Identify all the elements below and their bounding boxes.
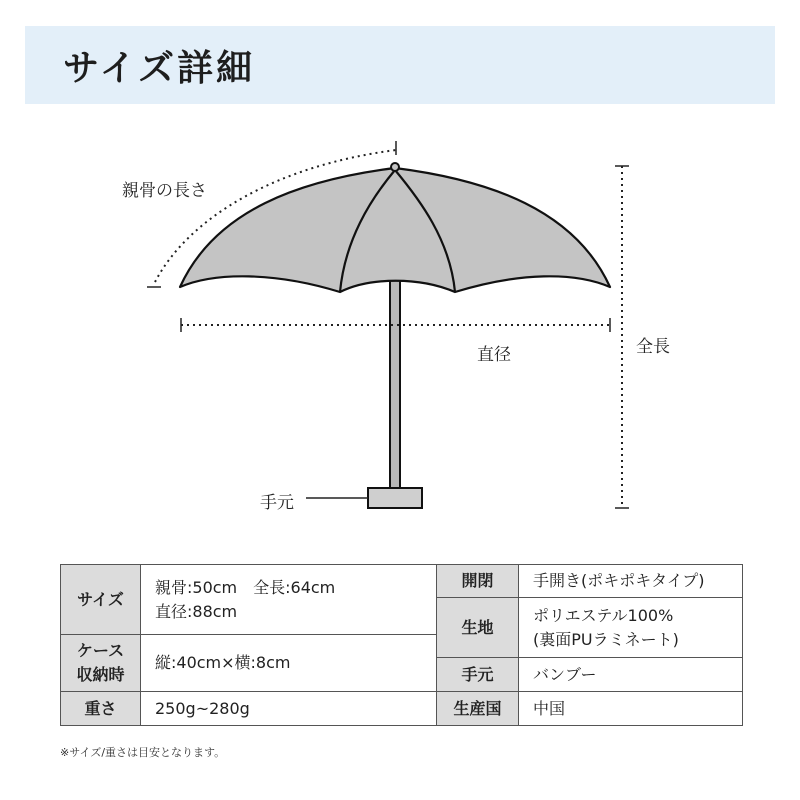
- case-value: 縦:40cm×横:8cm: [141, 635, 437, 692]
- fabric-line: ポリエステル100%: [533, 605, 674, 625]
- rib-length-label: 親骨の長さ: [122, 181, 207, 201]
- size-line: 直径:88cm: [155, 601, 238, 621]
- case-header: [61, 635, 141, 692]
- page-title: サイズ詳細: [63, 48, 256, 89]
- handle-header: 手元: [437, 658, 519, 692]
- total-length-label: 全長: [636, 337, 670, 357]
- open-header: 開閉: [437, 565, 519, 598]
- spec-table: [60, 564, 743, 726]
- umbrella-shaft: [390, 278, 400, 490]
- fabric-header: 生地: [437, 598, 519, 658]
- origin-header: 生産国: [437, 692, 519, 726]
- case-header-line: ケース: [76, 641, 125, 660]
- size-value: [141, 565, 437, 635]
- umbrella-handle: [368, 488, 422, 508]
- table-row: [61, 692, 743, 726]
- size-line: 親骨:50cm 全長:64cm: [155, 577, 336, 597]
- open-value: 手開き(ポキポキタイプ): [519, 565, 743, 598]
- fabric-line: (裏面PUラミネート): [533, 629, 679, 649]
- weight-header: 重さ: [61, 692, 141, 726]
- case-header-line: 収納時: [76, 665, 125, 684]
- handle-value: バンブー: [519, 658, 743, 692]
- handle-label: 手元: [260, 493, 294, 513]
- fabric-value: [519, 598, 743, 658]
- diameter-label: 直径: [477, 345, 511, 365]
- umbrella-canopy: [180, 168, 610, 292]
- origin-value: 中国: [519, 692, 743, 726]
- table-row: [61, 565, 743, 598]
- size-header: サイズ: [61, 565, 141, 635]
- footnote: ※サイズ/重さは目安となります。: [60, 746, 226, 759]
- umbrella-tip: [391, 163, 399, 171]
- weight-value: 250g~280g: [141, 692, 437, 726]
